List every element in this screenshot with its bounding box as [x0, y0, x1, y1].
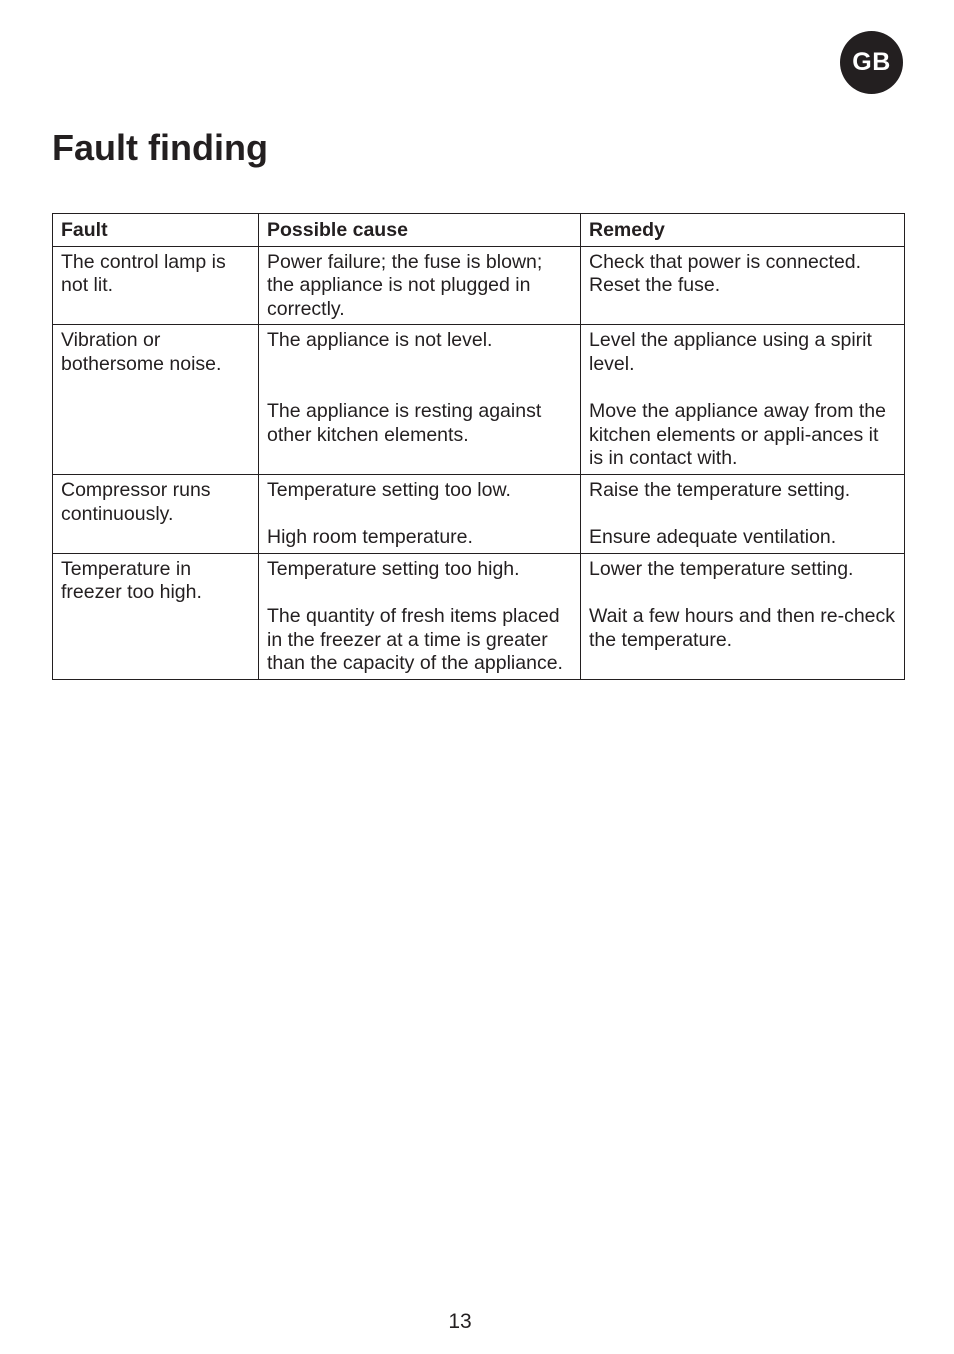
fault-cell	[53, 553, 259, 679]
remedy-text: Lower the temperature setting.	[589, 557, 854, 580]
table-row	[53, 246, 905, 325]
cause-cell	[259, 553, 581, 679]
remedy-text: Ensure adequate ventilation.	[589, 526, 837, 549]
fault-text: Vibration or bothersome noise.	[61, 329, 222, 375]
cause-text: Temperature setting too high.	[267, 557, 520, 580]
remedy-text: Level the appliance using a spirit level.	[589, 329, 872, 375]
language-badge	[840, 31, 903, 94]
fault-cell	[53, 246, 259, 325]
remedy-text: Wait a few hours and then re-check the temperature.	[589, 604, 896, 651]
cause-text: The appliance is not level.	[267, 329, 493, 352]
cause-cell	[259, 246, 581, 325]
remedy-text: Check that power is connected. Reset the fuse.	[589, 250, 862, 297]
fault-cell	[53, 474, 259, 553]
remedy-text: Move the appliance away from the kitchen elements or appli-ances it is in contact with.	[589, 400, 886, 470]
language-badge-label: GB	[852, 48, 891, 76]
remedy-cell	[581, 325, 905, 475]
remedy-text: Raise the temperature setting.	[589, 478, 851, 501]
table-header-row	[53, 214, 905, 247]
remedy-cell	[581, 246, 905, 325]
table-row	[53, 553, 905, 679]
column-header-cause: Possible cause	[259, 214, 581, 247]
fault-text: Compressor runs continuously.	[61, 478, 211, 525]
cause-cell	[259, 325, 581, 475]
cause-text: Power failure; the fuse is blown; the appliance is not plugged in correctly.	[267, 250, 543, 320]
table-row	[53, 325, 905, 475]
page-title: Fault finding	[52, 127, 268, 168]
remedy-cell	[581, 474, 905, 553]
column-header-fault: Fault	[53, 214, 259, 247]
page-number: 13	[448, 1310, 472, 1333]
cause-text: High room temperature.	[267, 526, 473, 549]
fault-finding-table	[52, 213, 905, 680]
table-row	[53, 474, 905, 553]
fault-text: Temperature in freezer too high.	[61, 557, 202, 604]
fault-cell	[53, 325, 259, 475]
cause-text: The quantity of fresh items placed in the freezer at a time is greater than the capacity of the appliance.	[267, 604, 563, 675]
column-header-remedy: Remedy	[581, 214, 905, 247]
fault-text: The control lamp is not lit.	[61, 250, 226, 297]
remedy-cell	[581, 553, 905, 679]
cause-cell	[259, 474, 581, 553]
cause-text: Temperature setting too low.	[267, 478, 511, 501]
cause-text: The appliance is resting against other kitchen elements.	[267, 400, 542, 446]
